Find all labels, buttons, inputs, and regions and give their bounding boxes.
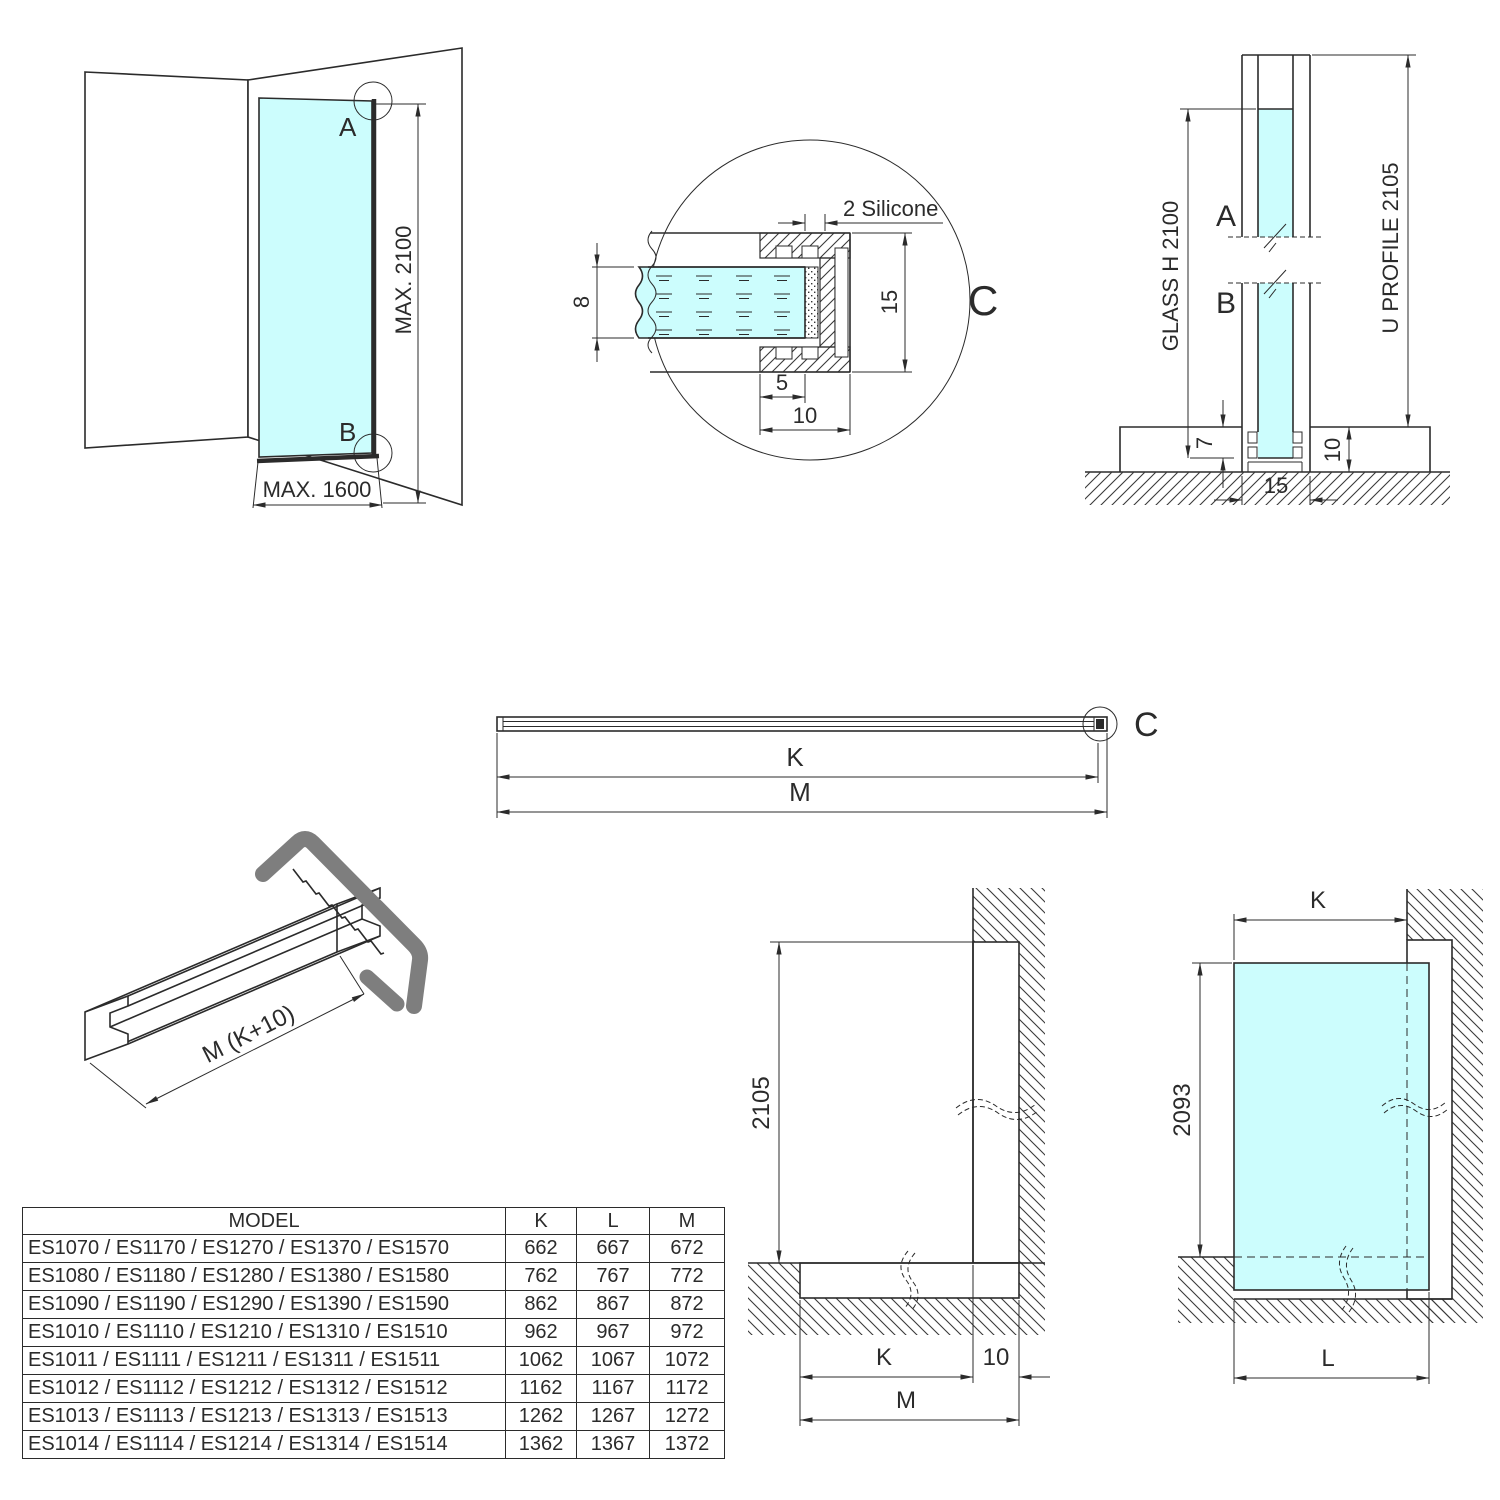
floor-hatch-a: [1178, 1257, 1234, 1323]
value-cell: 662: [506, 1235, 577, 1263]
value-cell: 767: [577, 1263, 650, 1291]
dim-glass-h: GLASS H 2100: [1158, 200, 1183, 352]
dim-m-wall: M: [896, 1387, 916, 1414]
value-cell: 872: [650, 1291, 725, 1319]
profile-end-face-left: [85, 996, 128, 1060]
dim-u-profile: U PROFILE 2105: [1378, 162, 1403, 334]
model-cell: ES1011 / ES1111 / ES1211 / ES1311 / ES1511: [23, 1347, 506, 1375]
value-cell: 1162: [506, 1375, 577, 1403]
model-cell: ES1010 / ES1110 / ES1210 / ES1310 / ES1510: [23, 1319, 506, 1347]
value-cell: 1267: [577, 1403, 650, 1431]
table-row: [23, 1431, 725, 1459]
profile-back: [820, 258, 835, 347]
model-table: [22, 1207, 725, 1459]
table-row: [23, 1235, 725, 1263]
table-row: [23, 1375, 725, 1403]
value-cell: 1072: [650, 1347, 725, 1375]
wall-elevation-view: [748, 888, 1050, 1426]
glass-lower: [1258, 283, 1293, 458]
section-label-a: A: [1216, 200, 1237, 233]
glass-elevation-view: [1169, 887, 1483, 1384]
value-cell: 972: [650, 1319, 725, 1347]
value-cell: 862: [506, 1291, 577, 1319]
table-header-row: [23, 1208, 725, 1235]
dim-l-glass: L: [1321, 1345, 1335, 1372]
profile-end-cap: [1096, 719, 1104, 729]
glass-panel-elevation: [1234, 963, 1429, 1290]
value-cell: 1167: [577, 1375, 650, 1403]
model-cell: ES1080 / ES1180 / ES1280 / ES1380 / ES1580: [23, 1263, 506, 1291]
floor-u-profile: [800, 1263, 1019, 1298]
glass-upper: [1258, 109, 1293, 237]
section-label-b: B: [1216, 287, 1237, 320]
value-cell: 1272: [650, 1403, 725, 1431]
value-cell: 1372: [650, 1431, 725, 1459]
value-cell: 1067: [577, 1347, 650, 1375]
col-header-m: M: [650, 1208, 725, 1235]
value-cell: 962: [506, 1319, 577, 1347]
screw-channel: [835, 248, 848, 357]
table-row: [23, 1403, 725, 1431]
value-cell: 867: [577, 1291, 650, 1319]
dim-m-bar: M: [789, 777, 811, 807]
detail-letter-c: C: [968, 277, 999, 324]
dim-k-bar: K: [786, 742, 804, 772]
label-b: B: [339, 417, 357, 447]
value-cell: 1262: [506, 1403, 577, 1431]
dim-max-1600: MAX. 1600: [262, 477, 372, 502]
table-row: [23, 1347, 725, 1375]
dim-k-glass: K: [1309, 887, 1327, 914]
vertical-section-view: [1085, 55, 1450, 505]
value-cell: 1062: [506, 1347, 577, 1375]
dim-seven: 7: [1192, 436, 1217, 450]
bar-letter-c: C: [1134, 706, 1159, 744]
left-wall: [85, 72, 248, 448]
table-row: [23, 1263, 725, 1291]
col-header-l: L: [577, 1208, 650, 1235]
col-header-model: MODEL: [23, 1208, 506, 1235]
value-cell: 1362: [506, 1431, 577, 1459]
table-row: [23, 1319, 725, 1347]
dim-ten-wall: 10: [982, 1344, 1010, 1371]
col-header-k: K: [506, 1208, 577, 1235]
label-a: A: [339, 112, 357, 142]
value-cell: 1172: [650, 1375, 725, 1403]
model-cell: ES1070 / ES1170 / ES1270 / ES1370 / ES1570: [23, 1235, 506, 1263]
profile-length-view: [497, 706, 1159, 818]
model-cell: ES1013 / ES1113 / ES1213 / ES1313 / ES1513: [23, 1403, 506, 1431]
dim-outer-width: 10: [792, 403, 818, 428]
dim-2093: 2093: [1169, 1083, 1196, 1137]
dim-profile-height: 15: [877, 289, 902, 315]
label-silicone: 2 Silicone: [843, 196, 939, 221]
dim-m-k10: M (K+10): [198, 999, 300, 1069]
table-row: [23, 1291, 725, 1319]
dim-2105: 2105: [748, 1076, 775, 1130]
value-cell: 1367: [577, 1431, 650, 1459]
model-cell: ES1012 / ES1112 / ES1212 / ES1312 / ES1512: [23, 1375, 506, 1403]
model-cell: ES1090 / ES1190 / ES1290 / ES1390 / ES1590: [23, 1291, 506, 1319]
model-table-body: [23, 1235, 725, 1459]
value-cell: 762: [506, 1263, 577, 1291]
profile-bar: [497, 717, 1107, 731]
u-profile-isometric: [85, 839, 420, 1108]
dim-fifteen: 15: [1263, 473, 1289, 498]
corner-cover-bracket-leg: [367, 977, 397, 1004]
dim-max-2100: MAX. 2100: [391, 225, 416, 335]
wall-u-profile: [973, 942, 1019, 1263]
silicone-joint: [805, 267, 818, 338]
floor-hatch-b: [1234, 1299, 1452, 1323]
glass-section: [636, 267, 806, 338]
detail-c-view: [569, 140, 998, 460]
value-cell: 772: [650, 1263, 725, 1291]
dim-k-wall: K: [875, 1344, 893, 1371]
value-cell: 672: [650, 1235, 725, 1263]
dim-inner-depth: 5: [775, 370, 789, 395]
model-cell: ES1014 / ES1114 / ES1214 / ES1314 / ES1514: [23, 1431, 506, 1459]
value-cell: 667: [577, 1235, 650, 1263]
corner-isometric-view: [85, 48, 462, 508]
dim-ten: 10: [1320, 437, 1345, 463]
dim-glass-thickness: 8: [569, 295, 594, 309]
glass-panel: [259, 98, 372, 457]
value-cell: 967: [577, 1319, 650, 1347]
